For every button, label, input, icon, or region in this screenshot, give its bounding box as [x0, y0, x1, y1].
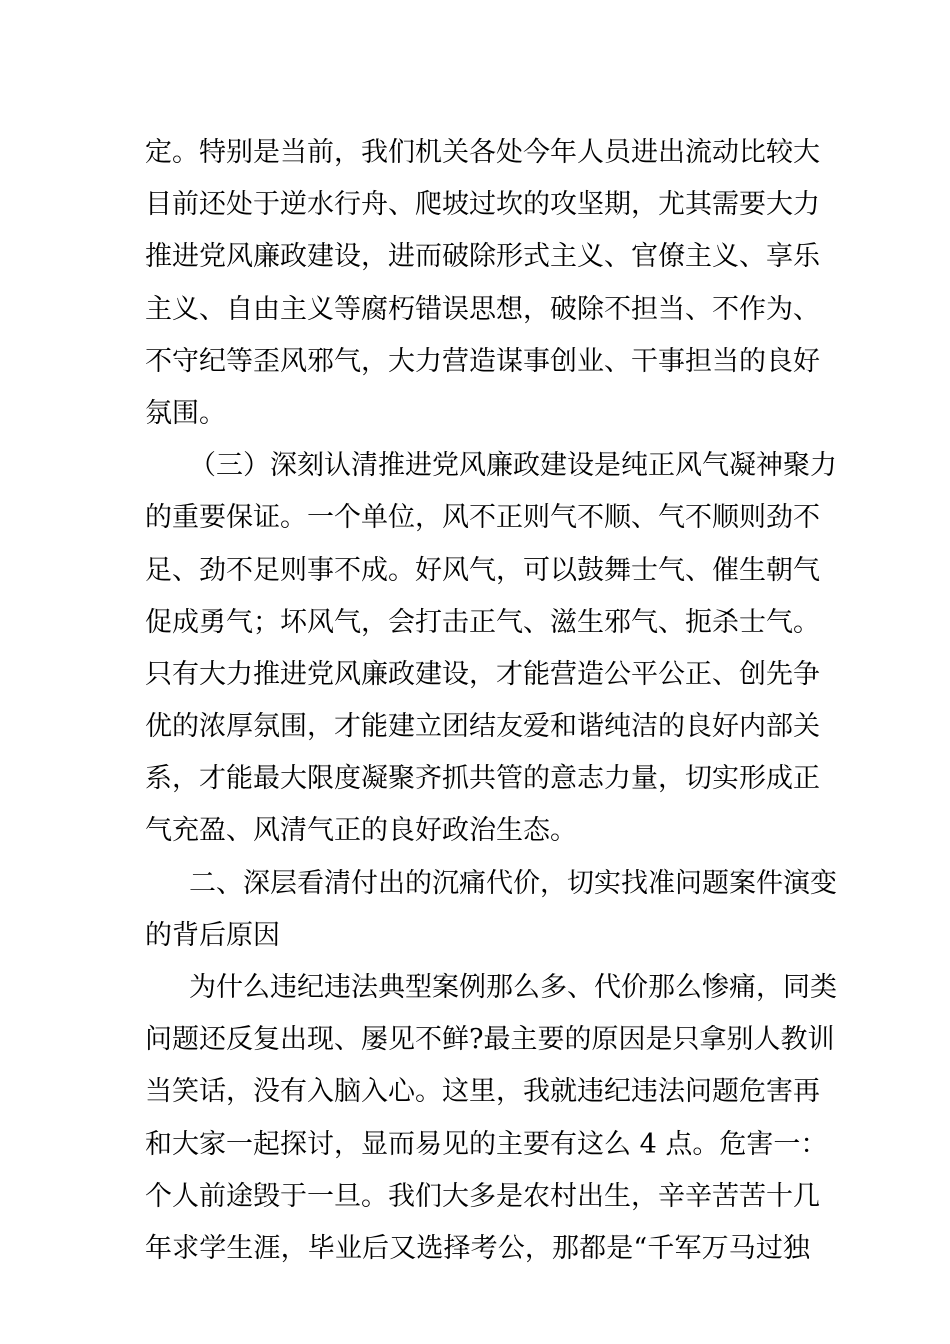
text-line: 气充盈、风清气正的良好政治生态。	[145, 815, 577, 847]
text-line: 只有大力推进党风廉政建设，才能营造公平公正、创先争	[145, 658, 820, 690]
text-line: 和大家一起探讨，显而易见的主要有这么 4 点。危害一：	[145, 1128, 828, 1160]
text-line: 氛围。	[145, 397, 226, 429]
text-line: 当笑话，没有入脑入心。这里，我就违纪违法问题危害再	[145, 1076, 820, 1108]
text-line: 主义、自由主义等腐朽错误思想，破除不担当、不作为、	[145, 293, 820, 325]
section-heading-3: （三）深刻认清推进党风廉政建设是纯正风气凝神聚力	[189, 450, 837, 482]
text-line: 不守纪等歪风邪气，大力营造谋事创业、干事担当的良好	[145, 345, 820, 377]
text-line: 的重要保证。一个单位，风不正则气不顺、气不顺则劲不	[145, 502, 820, 534]
text-line: 问题还反复出现、屡见不鲜?最主要的原因是只拿别人教训	[145, 1024, 835, 1056]
text-line: 优的浓厚氛围，才能建立团结友爱和谐纯洁的良好内部关	[145, 711, 820, 743]
text-line: 目前还处于逆水行舟、爬坡过坎的攻坚期，尤其需要大力	[145, 189, 820, 221]
text-line: 的背后原因	[145, 919, 280, 951]
section-heading-2: 二、深层看清付出的沉痛代价，切实找准问题案件演变	[189, 867, 837, 899]
text-line: 个人前途毁于一旦。我们大多是农村出生，辛辛苦苦十几	[145, 1180, 820, 1212]
paragraph-start: 为什么违纪违法典型案例那么多、代价那么惨痛，同类	[189, 972, 837, 1003]
document-body	[145, 127, 837, 1275]
text-line: 足、劲不足则事不成。好风气，可以鼓舞士气、催生朝气	[145, 554, 820, 586]
text-line: 定。特别是当前，我们机关各处今年人员进出流动比较大	[145, 137, 820, 168]
text-line: 系，才能最大限度凝聚齐抓共管的意志力量，切实形成正	[145, 763, 820, 795]
text-line: 年求学生涯，毕业后又选择考公，那都是“千军万马过独	[145, 1232, 810, 1264]
text-line: 推进党风廉政建设，进而破除形式主义、官僚主义、享乐	[145, 241, 820, 273]
text-line: 促成勇气；坏风气，会打击正气、滋生邪气、扼杀士气。	[145, 606, 820, 638]
